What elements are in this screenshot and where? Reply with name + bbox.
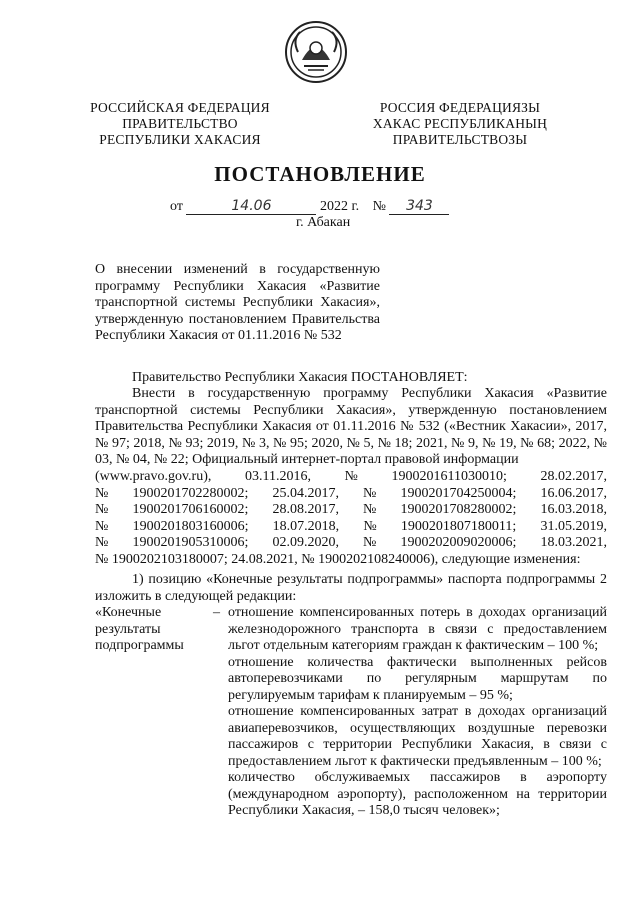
reg-cell: 16.06.2017,: [540, 485, 607, 501]
reg-cell: 28.02.2017,: [540, 469, 607, 484]
reg-cell: №: [363, 485, 377, 501]
number-sign: №: [372, 199, 386, 214]
reg-cell: №: [95, 502, 109, 517]
reg-cell: №: [363, 535, 377, 550]
header-left-line: РЕСПУБЛИКИ ХАКАСИЯ: [99, 132, 261, 147]
result-item: отношение компенсированных потерь в доходах организаций железнодорожного транспорта в связи с предоставлением льгот отдельным категориям граждан к фактическим – 100 %;: [228, 605, 607, 653]
decree-line-block: [95, 370, 607, 387]
number-handwritten: 343: [389, 198, 449, 215]
result-item: количество обслуживаемых пассажиров в аэропорту (международном аэропорту), расположенном на территории Республики Хакасия, – 158,0 тысяч человек»;: [228, 770, 607, 818]
header-right-block: [365, 100, 555, 148]
date-number-line: [170, 198, 449, 215]
reg-cell: 1900201704250004;: [400, 485, 517, 501]
reg-cell: 18.03.2021,: [540, 535, 607, 550]
reg-cell: 1900201807180011;: [400, 518, 517, 534]
header-right-line: ПРАВИТЕЛЬСТВОЗЫ: [392, 132, 528, 147]
table-dash: –: [213, 605, 220, 620]
registration-row: [95, 502, 607, 519]
reg-cell: 02.09.2020,: [272, 535, 339, 550]
header-right-line: ХАКАС РЕСПУБЛИКАНЫҢ: [372, 116, 548, 131]
coat-of-arms-emblem: [284, 20, 348, 84]
city-name: г. Абакан: [296, 215, 351, 230]
reg-cell: 25.04.2017,: [272, 485, 339, 501]
decree-statement: Правительство Республики Хакасия ПОСТАНОВЛЯЕТ:: [132, 370, 468, 385]
reg-cell: №: [95, 518, 109, 534]
reg-cell: 1900201706160002;: [132, 502, 249, 517]
reg-cell: №: [344, 469, 358, 484]
header-left-line: ПРАВИТЕЛЬСТВО: [122, 116, 238, 131]
item1-block: [95, 572, 607, 605]
subject-heading: О внесении изменений в государственную программу Республики Хакасия «Развитие транспортной системы Республики Хакасия», утвержденную постановлением Правительства Республики Хакасия от 01.11.2016 № 532: [95, 262, 380, 343]
result-item: отношение количества фактически выполненных рейсов автоперевозчиками по регулярным маршрутам по регулируемым тарифам к планируемым – 95 %;: [228, 654, 607, 703]
reg-cell: 31.05.2019,: [540, 518, 607, 534]
document-title: ПОСТАНОВЛЕНИЕ: [214, 162, 426, 186]
reg-cell: (www.pravo.gov.ru),: [95, 469, 212, 484]
reg-cell: №: [363, 502, 377, 517]
item1-paragraph: 1) позицию «Конечные результаты подпрограммы» паспорта подпрограммы 2 изложить в следующей редакции:: [95, 572, 607, 604]
reg-cell: 1900201803160006;: [132, 518, 249, 534]
reg-cell: 18.07.2018,: [272, 518, 340, 534]
result-item: отношение компенсированных затрат в доходах организаций авиаперевозчиков, осуществляющих воздушные перевозки пассажиров с территории Республики Хакасия, в связи с предоставлением льгот к фактически предъявленным – 100 %;: [228, 704, 607, 769]
registration-tail: № 1900202103180007; 24.08.2021, № 1900202108240006), следующие изменения:: [95, 551, 581, 567]
reg-cell: 1900201905310006;: [132, 535, 249, 550]
reg-cell: №: [95, 535, 109, 550]
date-prefix: от: [170, 199, 183, 214]
reg-cell: 28.08.2017,: [272, 502, 339, 517]
header-left-block: [85, 100, 275, 148]
date-handwritten: 14.06: [186, 198, 316, 215]
reg-cell: 1900201708280002;: [400, 502, 517, 517]
reg-cell: 1900201611030010;: [391, 469, 507, 484]
header-left-line: РОССИЙСКАЯ ФЕДЕРАЦИЯ: [90, 100, 270, 115]
registration-row: [95, 535, 607, 552]
registration-row: [95, 486, 607, 503]
intro-paragraph: Внести в государственную программу Республики Хакасия «Развитие транспортной системы Республики Хакасия», утвержденную постановлением Правительства Республики Хакасия от 01.11.2016 № 532 («Вестник Хакасии», 2017, № 97; 2018, № 93; 2019, № 3, № 95; 2020, № 5, № 18; 2021, № 9, № 19, № 68; 2022, № 03, № 04, № 22; Официальный интернет-портал правовой информации: [95, 386, 607, 467]
table-right-column: [228, 605, 607, 820]
registration-row: [95, 519, 607, 536]
reg-cell: №: [363, 518, 377, 534]
reg-cell: №: [95, 485, 109, 501]
reg-cell: 03.11.2016,: [244, 469, 311, 484]
table-left-label: «Конечные результаты подпрограммы: [95, 605, 184, 653]
reg-cell: 1900201702280002;: [132, 485, 249, 501]
registration-numbers-block: [95, 469, 607, 568]
reg-cell: 1900202009020006;: [400, 535, 517, 550]
intro-paragraph-block: [95, 386, 607, 469]
registration-row: [95, 469, 607, 486]
header-right-line: РОССИЯ ФЕДЕРАЦИЯЗЫ: [379, 100, 541, 115]
year-text: 2022 г.: [319, 199, 360, 214]
reg-cell: 16.03.2018,: [540, 502, 607, 517]
